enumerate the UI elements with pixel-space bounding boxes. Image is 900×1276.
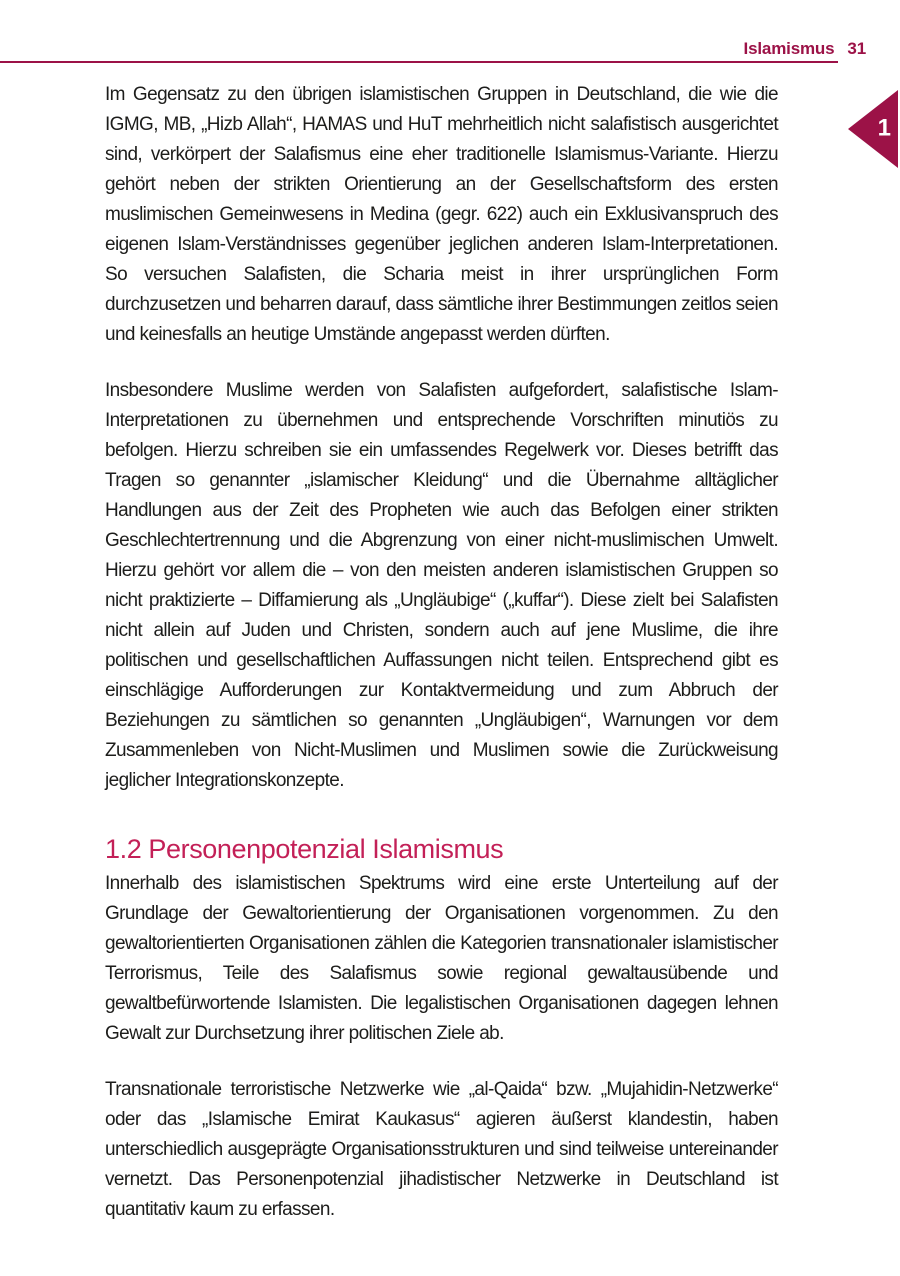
intro-paragraph-2: Insbesondere Muslime werden von Salafisten aufgefordert, salafistische Islam-Interpretationen zu übernehmen und entsprechende Vorschriften minutiös zu befolgen. Hierzu schreiben sie ein umfassendes Regelwerk vor. Dieses betrifft das Tragen so genannter „islamischer Kleidung“ und die Übernahme alltäglicher Handlungen aus der Zeit des Propheten wie auch das Befolgen einer strikten Geschlechtertrennung und die Abgrenzung von einer nicht-muslimischen Umwelt. Hierzu gehört vor allem die – von den meisten anderen islamistischen Gruppen so nicht praktizierte – Diffamierung als „Ungläubige“ („kuffar“). Diese zielt bei Salafisten nicht allein auf Juden und Christen, sondern auch auf jene Muslime, die ihre politischen und gesellschaftlichen Auffassungen nicht teilen. Entsprechend gibt es einschlägige Aufforderungen zur Kontaktvermeidung und zum Abbruch der Beziehungen zu sämtlichen so genannten „Ungläubigen“, Warnungen vor dem Zusammenleben von Nicht-Muslimen und Muslimen sowie die Zurückweisung jeglicher Integrationskonzepte.: [105, 380, 778, 791]
header-rule: [0, 61, 838, 63]
running-header: [744, 39, 866, 59]
section-paragraph-1: Innerhalb des islamistischen Spektrums wird eine erste Unterteilung auf der Grundlage der Gewaltorientierung der Organisationen vorgenommen. Zu den gewaltorientierten Organisationen zählen die Kategorien transnationaler islamistischer Terrorismus, Teile des Salafismus sowie regional gewaltausübende und gewaltbefürwortende Islamisten. Die legalistischen Organisationen dagegen lehnen Gewalt zur Durchsetzung ihrer politischen Ziele ab.: [105, 873, 778, 1044]
running-header-section-label: Islamismus: [743, 39, 835, 58]
chapter-tab-number: 1: [877, 114, 891, 142]
section-heading: 1.2 Personenpotenzial Islamismus: [105, 834, 504, 864]
body-text-column: [105, 80, 778, 1251]
intro-paragraph-1: Im Gegensatz zu den übrigen islamistischen Gruppen in Deutschland, die wie die IGMG, MB, „Hizb Allah“, HAMAS und HuT mehrheitlich nicht salafistisch ausgerichtet sind, verkörpert der Salafismus eine eher traditionelle Islamismus-Variante. Hierzu gehört neben der strikten Orientierung an der Gesellschaftsform des ersten muslimischen Gemeinwesens in Medina (gegr. 622) auch ein Exklusivanspruch des eigenen Islam-Verständnisses gegenüber jeglichen anderen Islam-Interpretationen. So versuchen Salafisten, die Scharia meist in ihrer ursprünglichen Form durchzusetzen und beharren darauf, dass sämtliche ihrer Bestimmungen zeitlos seien und keinesfalls an heutige Umstände angepasst werden dürften.: [105, 84, 778, 345]
page-number: 31: [847, 39, 866, 58]
chapter-tab: [848, 90, 898, 168]
section-paragraph-2: Transnationale terroristische Netzwerke wie „al-Qaida“ bzw. „Mujahidin-Netzwerke“ oder das „Islamische Emirat Kaukasus“ agieren äußerst klandestin, haben unterschiedlich ausgeprägte Organisationsstrukturen und sind teilweise untereinander vernetzt. Das Personenpotenzial jihadistischer Netzwerke in Deutschland ist quantitativ kaum zu erfassen.: [105, 1079, 778, 1220]
